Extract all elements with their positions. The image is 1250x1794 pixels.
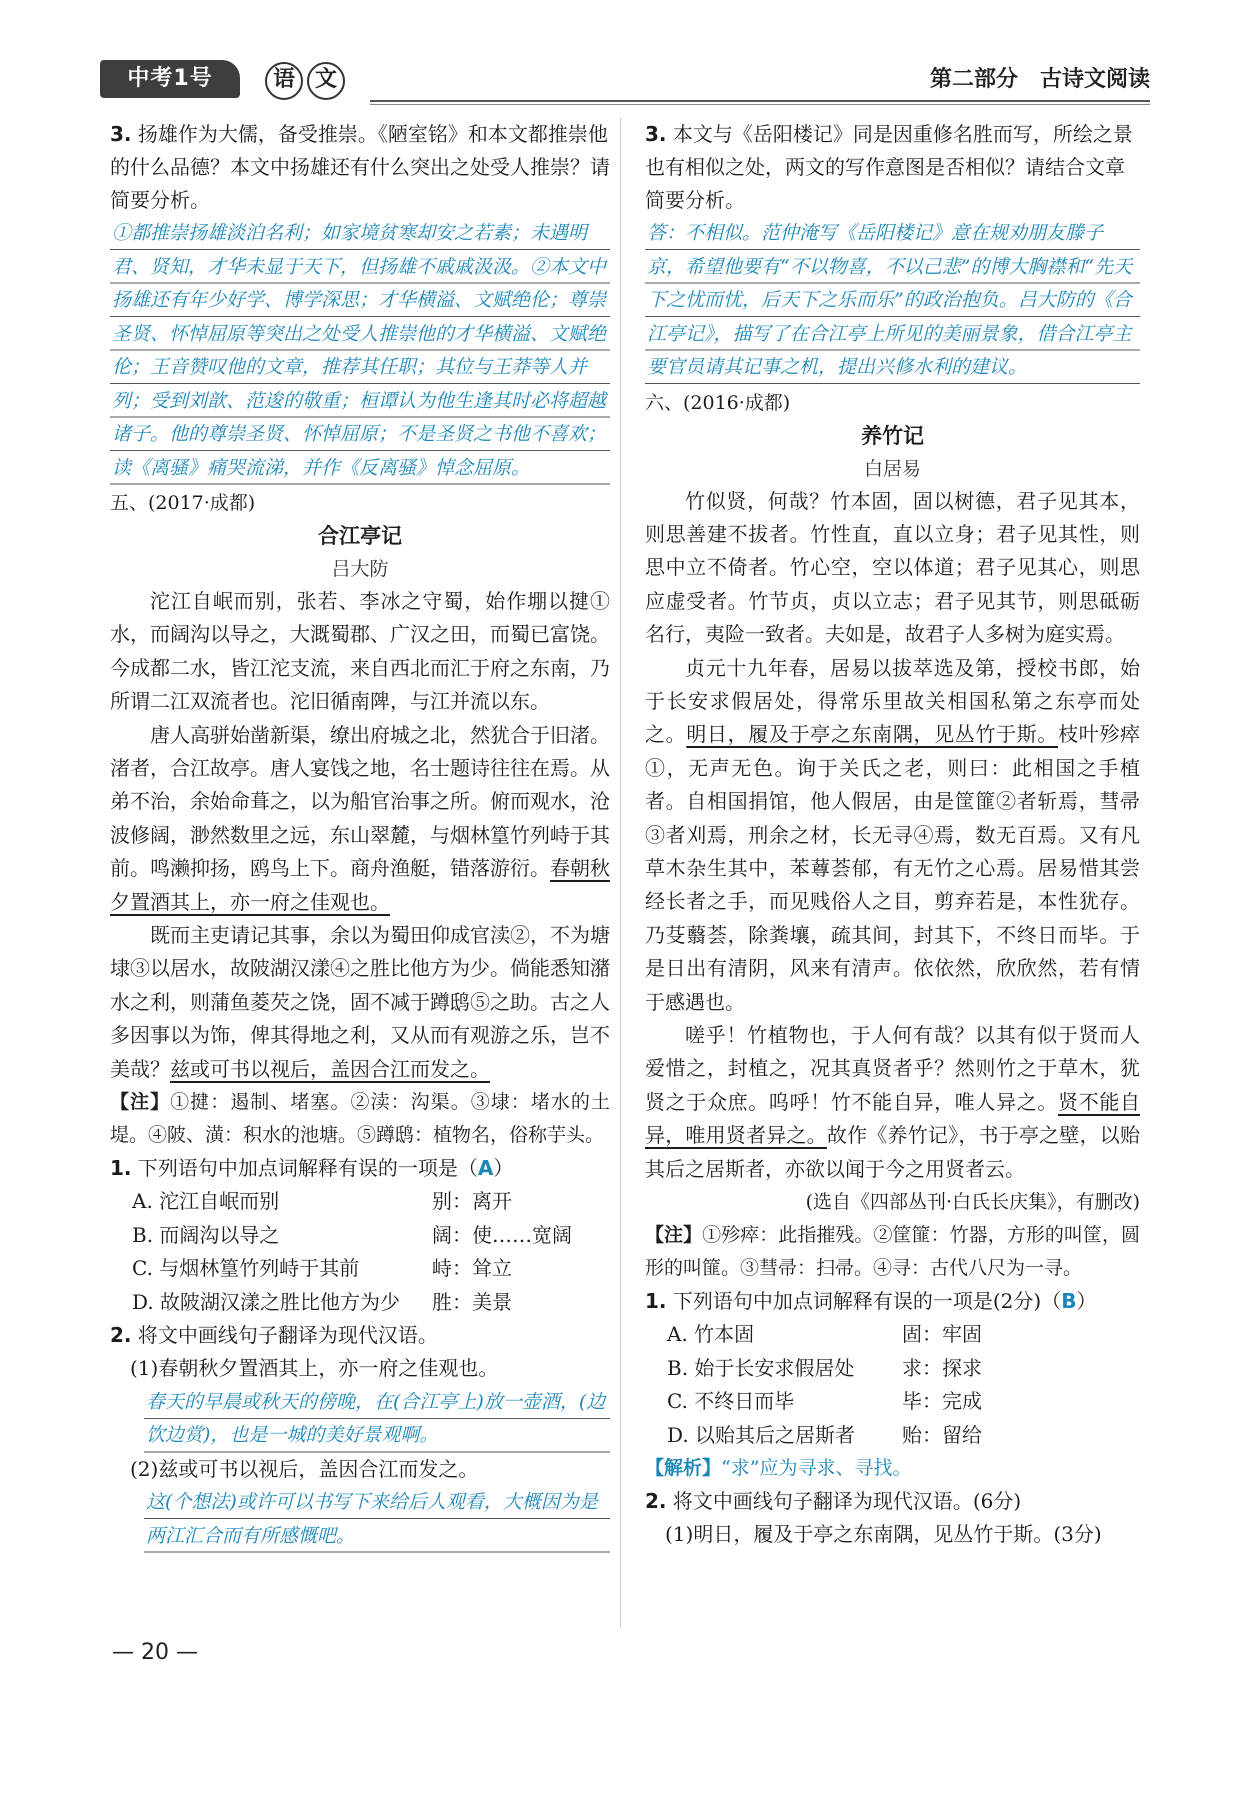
page-header [100,58,1150,106]
underlined-sentence-2: 兹或可书以视后，盖因合江而发之。 [170,1056,490,1081]
question-2-part-1: (1)春朝秋夕置酒其上，亦一府之佳观也。 [130,1356,499,1381]
passage-paragraph-1: 沱江自岷而别，张若、李冰之守蜀，始作堋以揵①水，而阔沟以导之，大溉蜀郡、广汉之田，而蜀已富饶。今成都二水，皆江沱支流，来自西北而汇于府之东南，乃所谓二江双流者也。沱旧循南陴，与江并流以东。 [110,589,610,714]
subject-label [250,58,360,98]
option-c-right: C. 不终日而毕 毕：完成 [667,1389,982,1414]
answer-3-right: 答：不相似。范仲淹写《岳阳楼记》意在规劝朋友滕子京，希望他要有“不以物喜，不以己悲”的博大胸襟和“先天下之忧而忧，后天下之乐而乐”的政治抱负。吕大防的《合江亭记》，描写了在合江亭上所见的美丽景象，借合江亭主要官员请其记事之机，提出兴修水利的建议。 [645,217,1140,385]
question-2: 2. 将文中画线句子翻译为现代汉语。 [110,1323,438,1348]
option-a: A. 沱江自岷而别 别：离开 [132,1189,512,1214]
answer-2-part-1: 春天的早晨或秋天的傍晚，在(合江亭上)放一壶酒，(边饮边赏)，也是一城的美好景观啊。 [144,1386,610,1453]
passage-right-paragraph-2: 贞元十九年春，居易以拔萃选及第，授校书郎，始于长安求假居处，得常乐里故关相国私第之东亭而处之。明日，履及于亭之东南隅，见丛竹于斯。枝叶殄瘁①，无声无色。询于关氏之老，则曰：此相国之手植者。自相国捐馆，他人假居，由是筐篚②者斩焉，彗帚③者刈焉，刑余之材，长无寻④焉，数无百焉。又有凡草木杂生其中，苯䔿荟郁，有无竹之心焉。居易惜其尝经长者之手，而见贱俗人之目，剪弃若是，本性犹存。乃芟蘙荟，除粪壤，疏其间，封其下，不终日而毕。于是日出有清阴，风来有清声。依依然，欣欣然，若有情于感遇也。 [645,655,1141,1014]
section-5-heading: 五、(2017·成都) [110,492,256,514]
option-b-right: B. 始于长安求假居处 求：探求 [667,1355,982,1380]
question-1-options [110,1185,610,1319]
section-6-heading: 六、(2016·成都) [645,391,791,414]
subject-char-2: 文 [307,62,345,100]
underlined-sentence-right-2: 贤不能自异，唯用贤者异之。 [645,1089,1141,1148]
answer-2-part-2: 这(个想法)或许可以书写下来给后人观看，大概因为是两江汇合而有所感慨吧。 [144,1486,610,1553]
subject-char-1: 语 [265,62,303,100]
passage-source: (选自《四部丛刊·白氏长庆集》，有删改) [805,1191,1140,1214]
series-badge: 中考1号 [100,60,240,98]
section-title: 第二部分 古诗文阅读 [929,67,1150,92]
passage-right-paragraph-3: 嗟乎！竹植物也，于人何有哉？以其有似于贤而人爱惜之，封植之，况其真贤者乎？然则竹之于草木，犹贤之于众庶。呜呼！竹不能自异，唯人异之。贤不能自异，唯用贤者异之。故作《养竹记》，书于亭之壁，以贻其后之居斯者，亦欲以闻于今之用贤者云。 [645,1023,1141,1181]
question-3: 3. 扬雄作为大儒，备受推崇。《陋室铭》和本文都推崇他的什么品德？本文中扬雄还有什么突出之处受人推崇？请简要分析。 [110,122,610,212]
answer-3: ①都推崇扬雄淡泊名利；如家境贫寒却安之若素；未遇明君、贤知，才华未显于天下，但扬雄不戚戚汲汲。②本文中扬雄还有年少好学、博学深思；才华横溢、文赋绝伦；尊崇圣贤、怀悼屈原等突出之处受人推崇他的才华横溢、文赋绝伦；王音赞叹他的文章，推荐其任职；其位与王莽等人并列；受到刘歆、范逡的敬重；桓谭认为他生逢其时必将超越诸子。他的尊崇圣贤、怀悼屈原；不是圣贤之书他不喜欢；读《离骚》痛哭流涕，并作《反离骚》悼念屈原。 [110,217,610,485]
underlined-sentence-right-1: 明日，履及于亭之东南隅，见丛竹于斯。 [686,722,1059,747]
analysis: 【解析】“求”应为寻求、寻找。 [645,1457,912,1480]
passage-right-paragraph-1: 竹似贤，何哉？竹本固，固以树德，君子见其本，则思善建不拔者。竹性直，直以立身；君子见其性，则思中立不倚者。竹心空，空以体道；君子见其心，则思应虚受者。竹节贞，贞以立志；君子见其节，则思砥砺名行，夷险一致者。夫如是，故君子人多树为庭实焉。 [645,488,1140,647]
question-2-right: 2. 将文中画线句子翻译为现代汉语。(6分) [645,1489,1022,1514]
question-1: 1. 下列语句中加点词解释有误的一项是（A） [110,1156,514,1181]
option-d: D. 故陂湖汉漾之胜比他方为少 胜：美景 [132,1289,512,1314]
option-c: C. 与烟林篁竹列峙于其前 峙：耸立 [132,1256,512,1281]
header-rule [370,100,1150,102]
header-rule-thin [370,104,1150,105]
footnotes: 【注】①揵：遏制、堵塞。②渎：沟渠。③埭：堵水的土堤。④陂、潢：积水的池塘。⑤蹲鸱：植物名，俗称芋头。 [110,1091,610,1147]
answer-1: A [477,1156,494,1181]
column-divider [620,118,621,1628]
left-column [110,118,610,1553]
question-3-right: 3. 本文与《岳阳楼记》同是因重修名胜而写，所绘之景也有相似之处，两文的写作意图是否相似？请结合文章简要分析。 [645,122,1133,212]
right-column [645,118,1140,1552]
page-number: — 20 — [112,1640,198,1665]
question-2-right-part-1: (1)明日，履及于亭之东南隅，见丛竹于斯。(3分) [665,1522,1102,1547]
passage-title-right: 养竹记 [861,423,924,448]
underlined-sentence-1: 春朝秋夕置酒其上，亦一府之佳观也。 [110,856,610,914]
passage-paragraph-3: 既而主吏请记其事，余以为蜀田仰成官渎②，不为塘埭③以居水，故陂湖汉漾④之胜比他方为少。倘能悉知潴水之利，则蒲鱼菱芡之饶，固不减于蹲鸱⑤之助。古之人多因事以为饰，俾其得地之利，又从而有观游之乐，岂不美哉？兹或可书以视后，盖因合江而发之。 [110,923,610,1081]
question-1-right: 1. 下列语句中加点词解释有误的一项是(2分)（B） [645,1289,1097,1314]
question-2-part-2: (2)兹或可书以视后，盖因合江而发之。 [130,1456,479,1481]
option-b: B. 而阔沟以导之 阔：使……宽阔 [132,1222,572,1247]
passage-title: 合江亭记 [318,524,402,548]
passage-author-right: 白居易 [863,457,921,480]
option-d-right: D. 以贻其后之居斯者 贻：留给 [667,1422,982,1447]
answer-1-right: B [1061,1289,1077,1314]
footnotes-right: 【注】①殄瘁：此指摧残。②筐篚：竹器，方形的叫筐，圆形的叫篚。③彗帚：扫帚。④寻：古代八尺为一寻。 [645,1224,1140,1280]
passage-paragraph-2: 唐人高骈始凿新渠，缭出府城之北，然犹合于旧渚。渚者，合江故亭。唐人宴饯之地，名士题诗往往在焉。从弟不治，余始命葺之，以为船官治事之所。俯而观水，沧波修阔，渺然数里之远，东山翠麓，与烟林篁竹列峙于其前。鸣濑抑扬，鸥鸟上下。商舟渔艇，错落游衍。春朝秋夕置酒其上，亦一府之佳观也。 [110,722,610,914]
passage-author: 吕大防 [331,558,389,580]
option-a-right: A. 竹本固 固：牢固 [667,1322,982,1347]
question-1-right-options [645,1318,1140,1452]
